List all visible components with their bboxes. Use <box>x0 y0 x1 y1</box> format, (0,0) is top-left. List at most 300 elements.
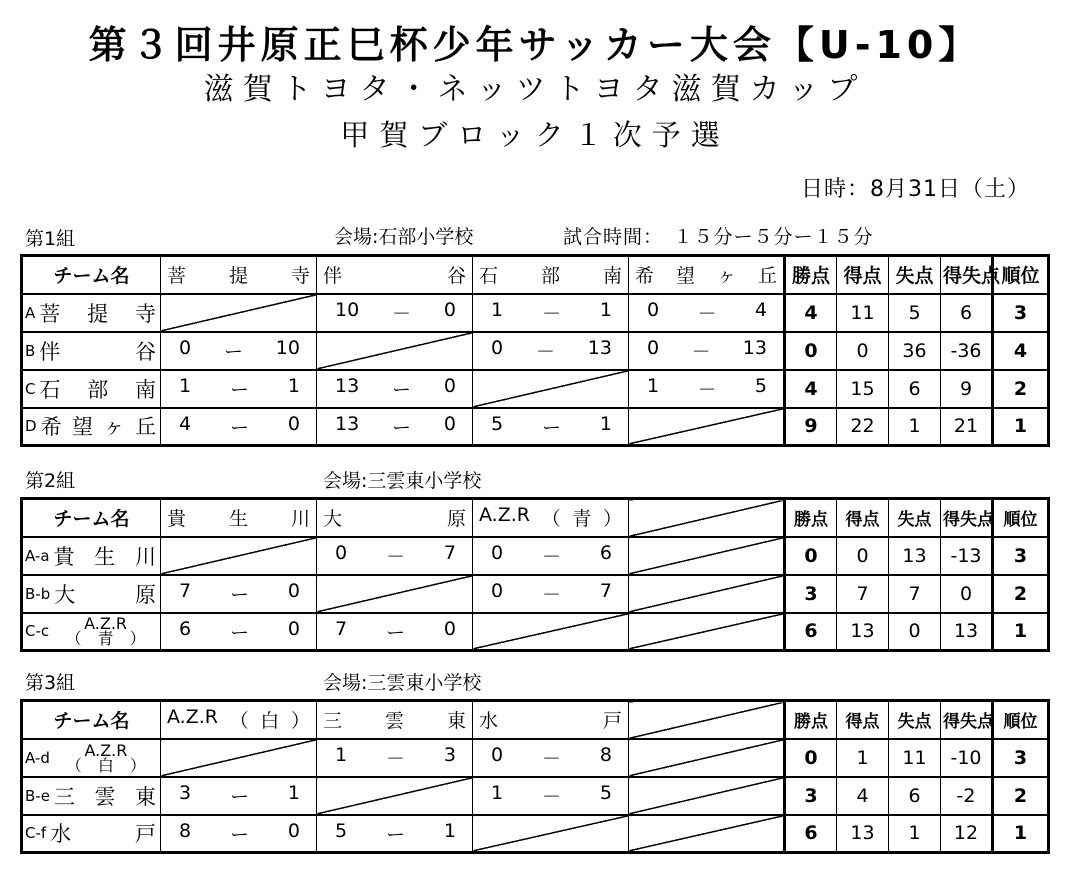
score-cell <box>473 408 629 446</box>
points: 4 <box>785 294 837 332</box>
score-part-0: 13 <box>335 412 360 435</box>
rank: 3 <box>993 739 1049 777</box>
rank: 1 <box>993 408 1049 446</box>
opponent-header-text-part-1: 雲 <box>384 710 404 733</box>
score-part-2: 7 <box>599 580 612 602</box>
score <box>163 375 314 402</box>
score-part-0: 0 <box>491 580 504 602</box>
score-part-1: ー <box>392 416 412 439</box>
opponent-header-text <box>475 261 626 288</box>
score <box>631 337 781 364</box>
team-name-line-1: （ 青 ） <box>65 629 146 649</box>
goals-against: 1 <box>889 815 941 853</box>
opponent-header <box>473 499 629 537</box>
opponent-header-text-part-3: ） <box>290 710 310 733</box>
rank: 2 <box>993 575 1049 613</box>
score-part-0: 5 <box>335 819 348 842</box>
score-cell <box>317 739 473 777</box>
stat-header-1: 得点 <box>837 701 889 739</box>
score-part-1: ー <box>385 823 405 846</box>
score-cell <box>473 575 629 613</box>
opponent-header-text-part-1: （ <box>541 508 561 531</box>
rank: 1 <box>993 613 1049 651</box>
table-row <box>22 777 1049 815</box>
team-prefix: D <box>25 417 37 436</box>
team-name-text-part-0: 水 <box>50 822 72 847</box>
opponent-header <box>161 256 317 294</box>
score <box>319 299 470 326</box>
score-cell <box>317 613 473 651</box>
score-part-2: 0 <box>287 412 300 435</box>
goal-diff: 21 <box>941 408 993 446</box>
opponent-header-text <box>319 261 470 288</box>
team-name-text <box>54 579 158 609</box>
group-1-match-time: 試合時間： １５分ー５分ー１５分 <box>563 226 874 248</box>
table-row <box>22 332 1049 370</box>
opponent-header <box>161 499 317 537</box>
score-part-0: 13 <box>335 375 360 397</box>
score <box>319 413 470 440</box>
score-part-1: － <box>385 748 405 770</box>
goal-diff: 13 <box>941 613 993 651</box>
group-3-table <box>20 699 1050 854</box>
stat-header-0: 勝点 <box>785 256 837 294</box>
team-name-cell <box>22 370 161 408</box>
team-name-cell <box>22 815 161 853</box>
team-name-cell <box>22 537 161 575</box>
opponent-header <box>629 499 785 537</box>
opponent-header-text <box>319 504 470 531</box>
score-part-2: 7 <box>443 542 456 564</box>
opponent-header-text-part-1: （ <box>229 710 249 733</box>
group-1-venue: 会場:石部小学校 <box>334 226 474 248</box>
score-part-0: 6 <box>179 617 192 640</box>
rank: 3 <box>993 537 1049 575</box>
group-2-label: 第2組 <box>25 470 76 492</box>
score-part-1: － <box>697 303 717 325</box>
team-name-text <box>39 298 158 328</box>
goal-diff: 12 <box>941 815 993 853</box>
table-row <box>22 815 1049 853</box>
score-part-1: ー <box>229 416 249 439</box>
team-name-line-1: （ 白 ） <box>65 755 146 775</box>
score <box>319 542 470 569</box>
score-part-2: 0 <box>443 375 456 397</box>
team-name-cell <box>22 777 161 815</box>
team-name-text-part-1: 生 <box>94 544 116 569</box>
score <box>631 299 781 326</box>
opponent-header-text-part-1: 生 <box>228 508 248 531</box>
team-prefix: A-d <box>25 748 50 767</box>
score <box>475 299 626 326</box>
goals-for: 7 <box>837 575 889 613</box>
score-part-2: 8 <box>599 744 612 766</box>
opponent-header <box>161 701 317 739</box>
goals-against: 7 <box>889 575 941 613</box>
header-row <box>22 256 1049 294</box>
score-part-2: 1 <box>287 782 300 804</box>
opponent-header-text-part-0: 大 <box>323 508 343 531</box>
score-cell <box>473 777 629 815</box>
opponent-header-text-part-0: 菩 <box>167 265 187 288</box>
score-part-2: 0 <box>443 617 456 640</box>
team-name-text-part-2: 東 <box>135 784 156 809</box>
team-name-text-part-0: 菩 <box>39 301 61 326</box>
score-part-1: － <box>541 786 561 808</box>
goal-diff: 6 <box>941 294 993 332</box>
score-cell <box>629 815 785 853</box>
score-part-1: － <box>535 341 555 363</box>
score-part-0: 7 <box>335 617 348 640</box>
score <box>475 542 626 569</box>
goals-against: 6 <box>889 370 941 408</box>
opponent-header-text-part-3: ） <box>602 508 622 531</box>
team-name-text-part-2: ヶ <box>103 415 125 440</box>
score <box>475 782 626 809</box>
score <box>631 375 781 402</box>
score-part-0: 0 <box>179 337 192 359</box>
score-part-0: 0 <box>491 744 504 766</box>
score-part-1: － <box>691 341 711 363</box>
score-part-0: 4 <box>179 412 192 435</box>
team-prefix: A <box>25 303 36 322</box>
goal-diff: -13 <box>941 537 993 575</box>
score-part-2: 1 <box>599 412 612 435</box>
score-part-2: 13 <box>742 337 767 359</box>
team-name-text <box>39 336 158 366</box>
team-name-cell <box>22 739 161 777</box>
team-name-text-part-1: 部 <box>87 377 109 402</box>
score-cell <box>473 294 629 332</box>
opponent-header <box>317 256 473 294</box>
score-cell <box>317 370 473 408</box>
goals-against: 6 <box>889 777 941 815</box>
opponent-header-text-part-2: 寺 <box>290 265 310 288</box>
team-name <box>25 298 158 328</box>
score <box>163 618 314 645</box>
stat-header-0: 勝点 <box>785 499 837 537</box>
team-name-header: チーム名 <box>22 256 161 294</box>
score-cell <box>317 815 473 853</box>
team-name-text <box>50 818 158 848</box>
points: 0 <box>785 332 837 370</box>
opponent-header <box>473 256 629 294</box>
block-title: 甲賀ブロック１次予選 <box>340 118 730 152</box>
table-row <box>22 370 1049 408</box>
team-name-text-part-2: 川 <box>134 544 156 569</box>
score-part-2: 5 <box>754 375 767 397</box>
team-name-text-part-0: 大 <box>54 582 76 607</box>
team-name <box>25 336 158 366</box>
score-part-2: 3 <box>443 744 456 766</box>
score-part-1: ー <box>229 823 249 846</box>
points: 0 <box>785 537 837 575</box>
score-part-1: ー <box>223 341 243 363</box>
score-part-2: 6 <box>599 542 612 564</box>
team-name-text-part-2: 原 <box>134 582 156 607</box>
score-part-0: 1 <box>647 375 660 397</box>
score-cell <box>317 537 473 575</box>
rank: 3 <box>993 294 1049 332</box>
score-part-1: － <box>385 546 405 568</box>
goals-against: 36 <box>889 332 941 370</box>
opponent-header-text-part-0: 伴 <box>323 265 343 288</box>
score <box>319 375 470 402</box>
score-cell <box>629 294 785 332</box>
goals-against: 5 <box>889 294 941 332</box>
score <box>163 580 314 607</box>
goals-for: 11 <box>837 294 889 332</box>
opponent-header-text <box>631 261 781 288</box>
team-prefix: C-c <box>25 622 50 641</box>
score-part-2: 10 <box>275 337 300 359</box>
opponent-header-text-part-1: 部 <box>540 265 560 288</box>
score-cell <box>317 777 473 815</box>
rank: 2 <box>993 777 1049 815</box>
match-date: 日時：8月31日（土） <box>801 177 1030 202</box>
goals-against: 13 <box>889 537 941 575</box>
opponent-header-text-part-2: 原 <box>446 508 466 531</box>
opponent-header-text-part-0: 三 <box>323 710 343 733</box>
score-part-0: 5 <box>491 412 504 435</box>
group-3-venue: 会場:三雲東小学校 <box>323 672 482 694</box>
score-part-2: 0 <box>287 617 300 640</box>
score-cell <box>629 777 785 815</box>
score-part-0: 1 <box>491 299 504 321</box>
team-name-text-part-0: 石 <box>39 377 61 402</box>
score-part-0: 0 <box>335 542 348 564</box>
team-prefix: C <box>25 379 36 398</box>
group-3-label: 第3組 <box>25 672 76 694</box>
team-name <box>25 579 158 609</box>
team-name-text <box>41 411 158 441</box>
stat-header-2: 失点 <box>889 499 941 537</box>
opponent-header <box>317 701 473 739</box>
score-part-1: ー <box>229 786 249 808</box>
opponent-header-text-part-1: 提 <box>228 265 248 288</box>
group-2-table <box>20 497 1050 652</box>
score-cell <box>161 777 317 815</box>
team-name-text-part-0: 希 <box>40 415 62 440</box>
score <box>319 820 470 847</box>
team-name-text-part-3: 丘 <box>134 415 156 440</box>
score-part-1: － <box>541 546 561 568</box>
score-part-1: ー <box>385 621 405 644</box>
goals-against: 0 <box>889 613 941 651</box>
score-cell <box>629 370 785 408</box>
team-name-line-0: A.Z.R <box>84 614 128 634</box>
score-part-1: ー <box>229 621 249 644</box>
goals-for: 0 <box>837 537 889 575</box>
score-part-0: 3 <box>179 782 192 804</box>
score <box>319 744 470 771</box>
score-cell <box>473 815 629 853</box>
opponent-header-text-part-2: 谷 <box>446 265 466 288</box>
score-part-2: 1 <box>599 299 612 321</box>
goal-diff: -2 <box>941 777 993 815</box>
score-part-0: 1 <box>335 744 348 766</box>
score-part-0: 0 <box>647 337 660 359</box>
rank: 2 <box>993 370 1049 408</box>
score <box>475 413 626 440</box>
group-1-label: 第1組 <box>25 228 76 250</box>
team-name-text-part-2: 寺 <box>134 301 156 326</box>
opponent-header-text-part-0: A.Z.R <box>479 504 530 527</box>
team-name-header: チーム名 <box>22 701 161 739</box>
team-name <box>25 740 158 775</box>
goal-diff: -36 <box>941 332 993 370</box>
score-cell <box>473 332 629 370</box>
table-row <box>22 613 1049 651</box>
goals-for: 0 <box>837 332 889 370</box>
score-part-0: 0 <box>491 337 504 359</box>
team-name <box>25 614 158 649</box>
stat-header-4: 順位 <box>993 256 1049 294</box>
table-row <box>22 294 1049 332</box>
stat-header-1: 得点 <box>837 256 889 294</box>
goals-for: 13 <box>837 815 889 853</box>
opponent-header-text-part-0: A.Z.R <box>167 706 218 729</box>
score <box>319 618 470 645</box>
opponent-header-text-part-2: 白 <box>260 710 280 733</box>
score-cell <box>317 294 473 332</box>
score-cell <box>473 739 629 777</box>
score-cell <box>161 537 317 575</box>
header-row <box>22 499 1049 537</box>
team-name-text-part-1: 雲 <box>94 784 116 809</box>
tournament-title: 第３回井原正巳杯少年サッカー大会【U-10】 <box>88 23 982 67</box>
goal-diff: 9 <box>941 370 993 408</box>
points: 3 <box>785 575 837 613</box>
score-part-1: ー <box>541 416 561 439</box>
stat-header-4: 順位 <box>993 499 1049 537</box>
team-prefix: B-e <box>25 786 50 805</box>
score-part-0: 10 <box>335 299 360 321</box>
score-cell <box>161 575 317 613</box>
table-row <box>22 408 1049 446</box>
score-cell <box>161 613 317 651</box>
score-part-2: 1 <box>287 375 300 397</box>
score <box>163 337 314 364</box>
score-cell <box>161 815 317 853</box>
score-part-2: 13 <box>587 337 612 359</box>
opponent-header-text-part-0: 石 <box>479 265 499 288</box>
score-part-2: 0 <box>287 819 300 842</box>
score-part-2: 5 <box>599 782 612 804</box>
opponent-header-text-part-2: 戸 <box>602 710 622 733</box>
team-prefix: A-a <box>25 546 50 565</box>
opponent-header <box>629 256 785 294</box>
team-name-text-part-0: 三 <box>53 784 75 809</box>
score-part-1: － <box>541 303 561 325</box>
score <box>163 413 314 440</box>
score-part-1: ー <box>392 379 412 401</box>
goals-for: 4 <box>837 777 889 815</box>
team-name <box>25 781 158 811</box>
opponent-header-text <box>475 504 626 531</box>
score <box>163 782 314 809</box>
stat-header-2: 失点 <box>889 701 941 739</box>
score-part-2: 4 <box>754 299 767 321</box>
opponent-header-text-part-3: 丘 <box>757 265 777 288</box>
stat-header-2: 失点 <box>889 256 941 294</box>
score-part-1: ー <box>229 584 249 606</box>
team-name-text-part-2: 谷 <box>134 339 156 364</box>
team-prefix: B <box>25 341 36 360</box>
rank: 1 <box>993 815 1049 853</box>
score-cell <box>629 613 785 651</box>
score-part-2: 0 <box>287 580 300 602</box>
team-name-text <box>54 781 158 811</box>
tournament-subtitle: 滋賀トヨタ・ネッツトヨタ滋賀カップ <box>203 72 867 107</box>
opponent-header-text-part-2: ヶ <box>716 265 736 288</box>
team-prefix: C-f <box>25 824 47 843</box>
score-cell <box>161 332 317 370</box>
score-part-0: 8 <box>179 819 192 842</box>
stat-header-3: 得失点 <box>941 256 993 294</box>
score-cell <box>161 408 317 446</box>
score-cell <box>161 370 317 408</box>
points: 6 <box>785 815 837 853</box>
score-part-2: 0 <box>443 299 456 321</box>
points: 9 <box>785 408 837 446</box>
opponent-header <box>473 701 629 739</box>
score-part-2: 0 <box>443 412 456 435</box>
team-name <box>25 818 158 848</box>
header-row <box>22 701 1049 739</box>
rank: 4 <box>993 332 1049 370</box>
score-cell <box>473 370 629 408</box>
goals-against: 11 <box>889 739 941 777</box>
points: 3 <box>785 777 837 815</box>
team-name-text-part-1: 望 <box>72 415 94 440</box>
group-1-table <box>20 254 1050 447</box>
score-cell <box>161 739 317 777</box>
points: 0 <box>785 739 837 777</box>
score-part-1: ー <box>229 379 249 401</box>
score-cell <box>317 408 473 446</box>
score-cell <box>629 575 785 613</box>
score-part-1: － <box>541 584 561 606</box>
goals-for: 13 <box>837 613 889 651</box>
opponent-header-text-part-2: 川 <box>290 508 310 531</box>
opponent-header <box>629 701 785 739</box>
team-name-line-0: A.Z.R <box>84 740 128 760</box>
table-row <box>22 739 1049 777</box>
opponent-header-text <box>319 706 470 733</box>
opponent-header-text-part-2: 青 <box>572 508 592 531</box>
goal-diff: -10 <box>941 739 993 777</box>
opponent-header <box>317 499 473 537</box>
goals-for: 22 <box>837 408 889 446</box>
team-name-cell <box>22 408 161 446</box>
score <box>475 337 626 364</box>
goals-for: 1 <box>837 739 889 777</box>
stat-header-3: 得失点 <box>941 499 993 537</box>
score-part-1: － <box>697 379 717 401</box>
score-cell <box>629 408 785 446</box>
opponent-header-text-part-2: 南 <box>602 265 622 288</box>
goal-diff: 0 <box>941 575 993 613</box>
opponent-header-text-part-0: 水 <box>479 710 499 733</box>
table-row <box>22 537 1049 575</box>
points: 6 <box>785 613 837 651</box>
score-cell <box>629 537 785 575</box>
team-name-text <box>54 541 158 571</box>
team-name-text <box>53 614 158 649</box>
opponent-header-text <box>163 261 314 288</box>
score-cell <box>473 537 629 575</box>
